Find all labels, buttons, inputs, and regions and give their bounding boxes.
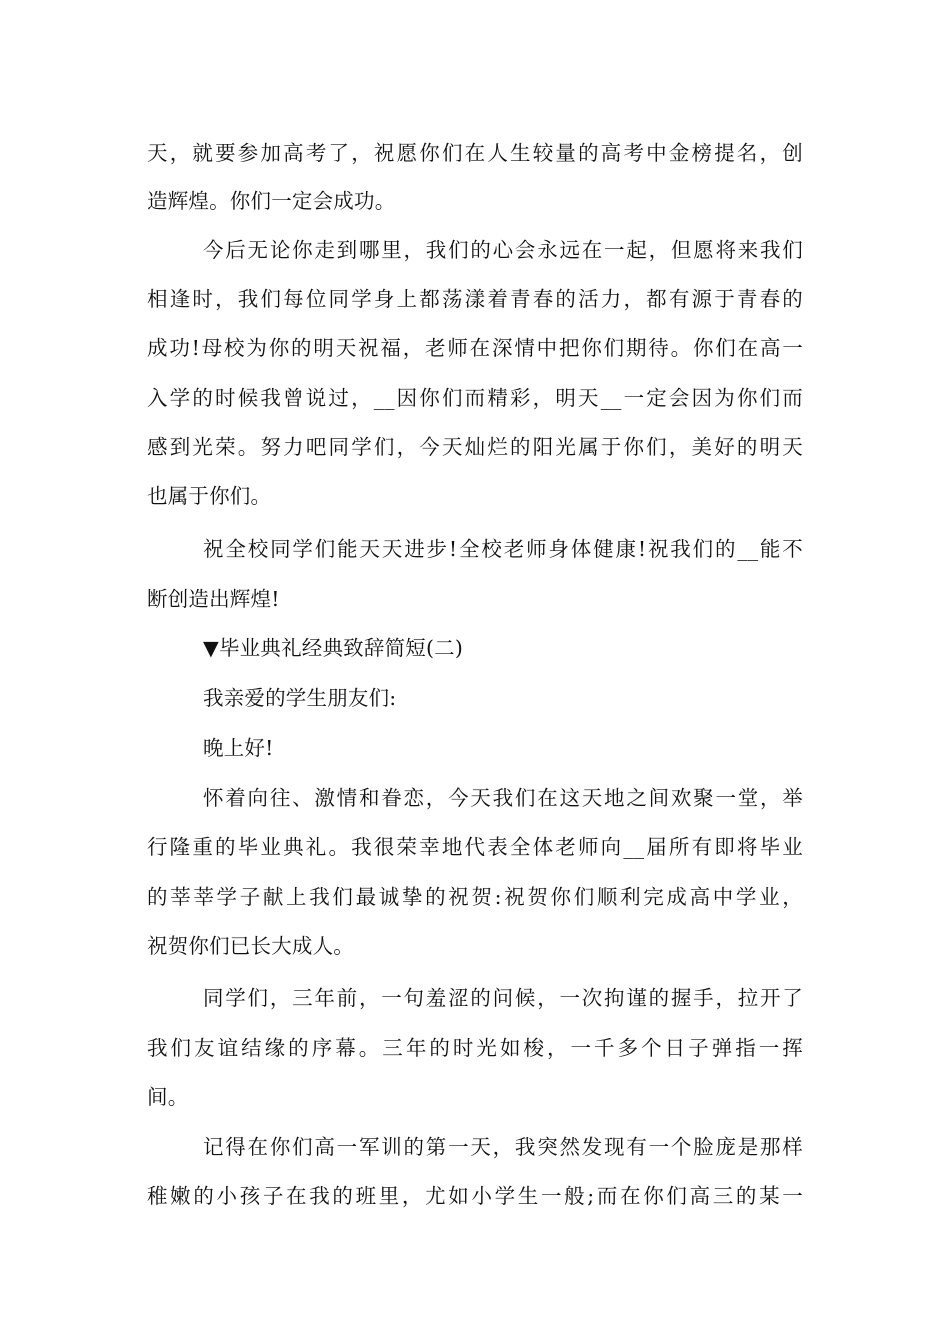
text-line: 入学的时候我曾说过，__因你们而精彩，明天__一定会因为你们而 [147, 386, 803, 410]
text-line: 的莘莘学子献上我们最诚挚的祝贺:祝贺你们顺利完成高中学业， [147, 885, 803, 909]
section-heading: ▼毕业典礼经典致辞简短(二) [203, 636, 464, 660]
text-line: 我们友谊结缘的序幕。三年的时光如梭，一千多个日子弹指一挥 [147, 1036, 803, 1060]
text-line: 感到光荣。努力吧同学们，今天灿烂的阳光属于你们，美好的明天 [147, 435, 803, 459]
text-line: 间。 [147, 1085, 189, 1109]
text-line: 天，就要参加高考了，祝愿你们在人生较量的高考中金榜提名，创 [147, 141, 803, 165]
text-line: 相逢时，我们每位同学身上都荡漾着青春的活力，都有源于青春的 [147, 287, 803, 311]
greeting: 晚上好! [203, 736, 274, 760]
text-line: 也属于你们。 [147, 484, 272, 508]
paragraph-line: 同学们，三年前，一句羞涩的问候，一次拘谨的握手，拉开了 [203, 986, 803, 1010]
paragraph-line: 祝全校同学们能天天进步!全校老师身体健康!祝我们的__能不 [203, 537, 803, 561]
text-line: 成功!母校为你的明天祝福，老师在深情中把你们期待。你们在高一 [147, 336, 803, 360]
paragraph-line: 怀着向往、激情和眷恋，今天我们在这天地之间欢聚一堂，举 [203, 786, 803, 810]
text-line: 造辉煌。你们一定会成功。 [147, 189, 396, 213]
text-line: 祝贺你们已长大成人。 [147, 934, 354, 958]
text-line: 稚嫩的小孩子在我的班里，尤如小学生一般;而在你们高三的某一 [147, 1184, 803, 1208]
text-line: 断创造出辉煌! [147, 587, 280, 611]
paragraph-line: 记得在你们高一军训的第一天，我突然发现有一个脸庞是那样 [203, 1135, 803, 1159]
paragraph-line: 今后无论你走到哪里，我们的心会永远在一起，但愿将来我们 [203, 238, 803, 262]
salutation: 我亲爱的学生朋友们: [203, 686, 397, 710]
text-line: 行隆重的毕业典礼。我很荣幸地代表全体老师向__届所有即将毕业 [147, 835, 803, 859]
